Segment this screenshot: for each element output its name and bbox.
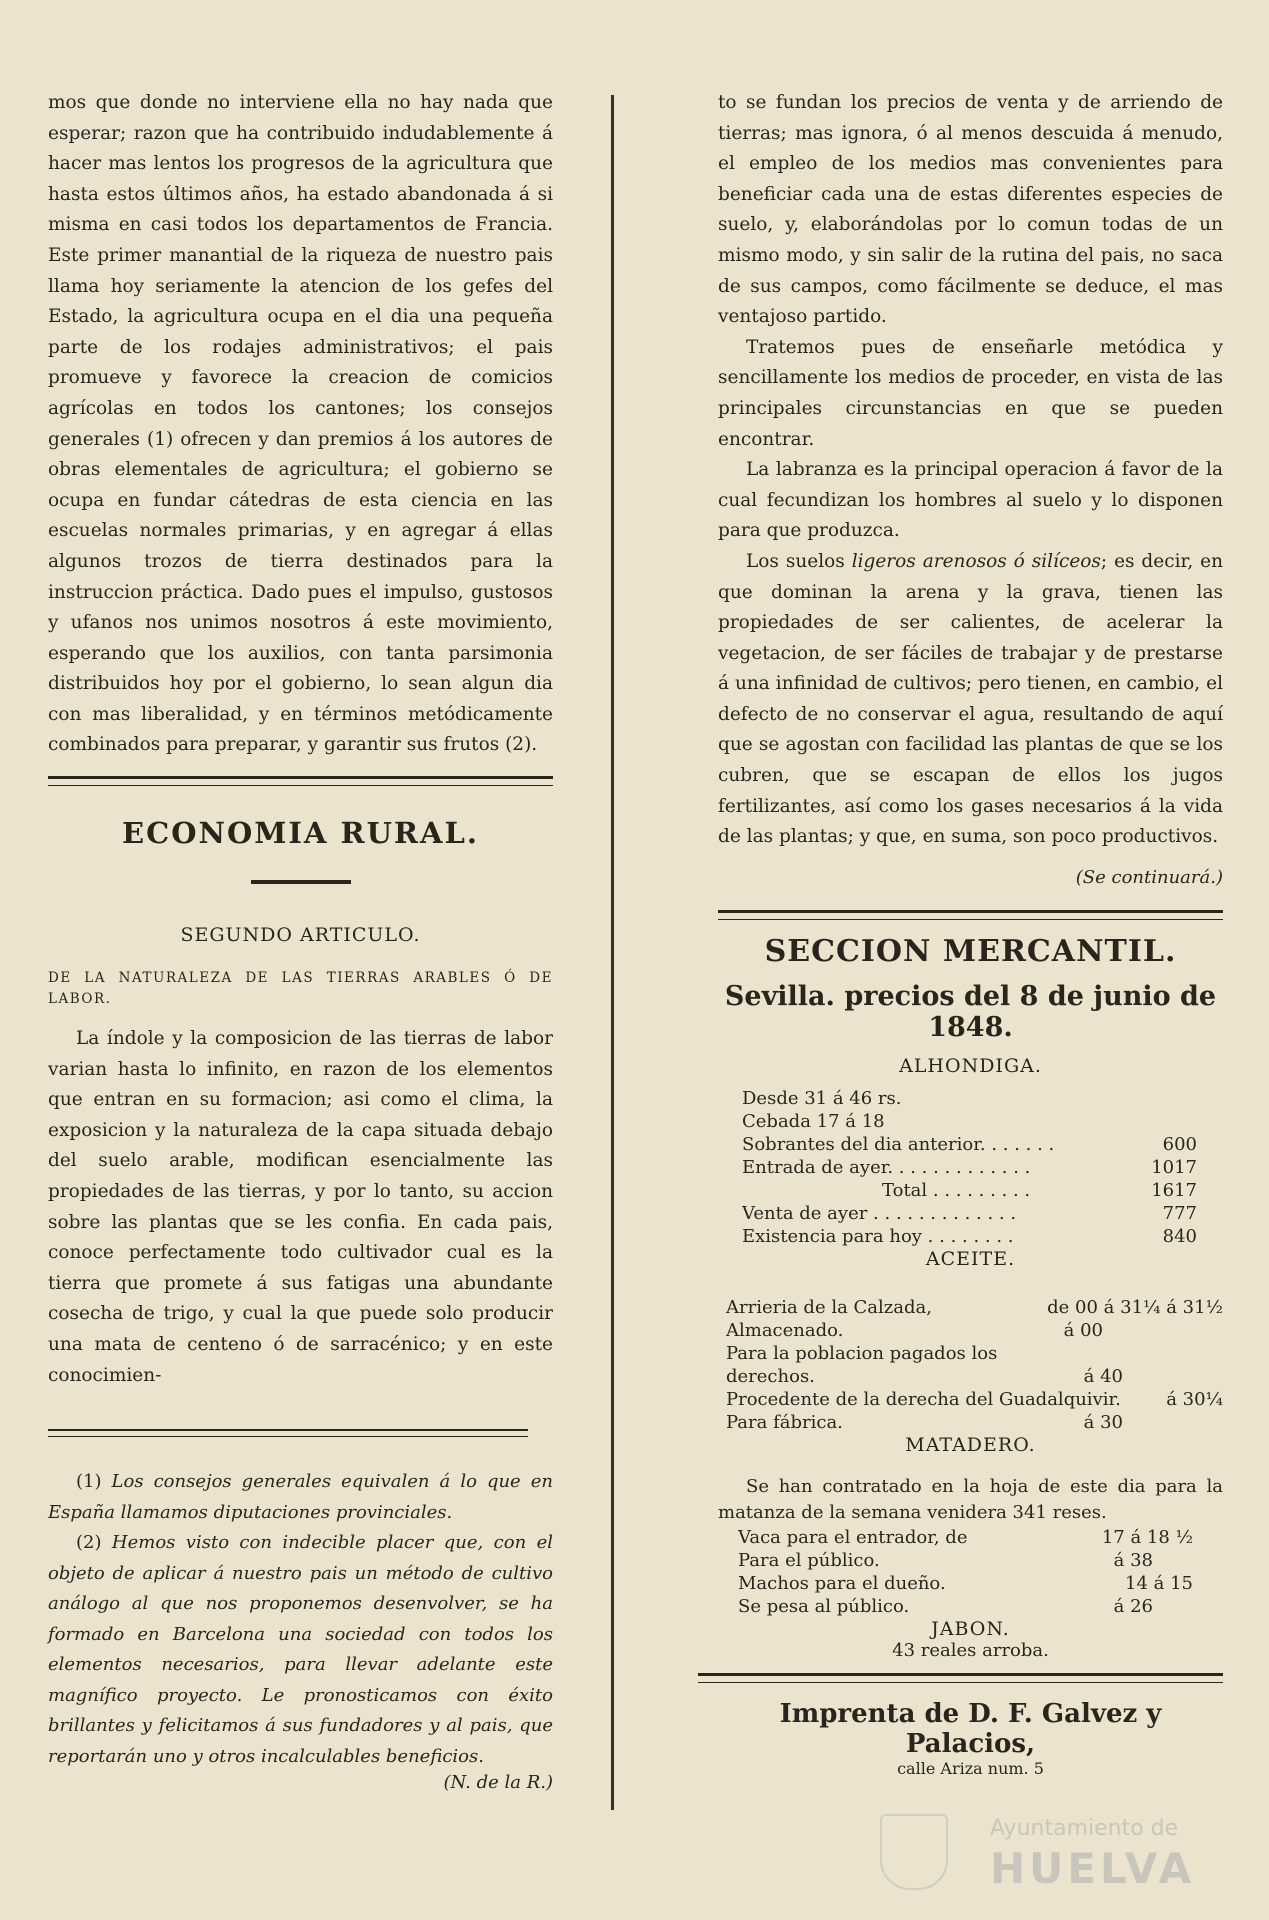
table-row: Vaca para el entrador, de 17 á 18 ½ — [738, 1526, 1193, 1548]
alhondiga-rows — [742, 1133, 1197, 1248]
left-column — [48, 88, 553, 1793]
table-row: Machos para el dueño. 14 á 15 — [738, 1572, 1193, 1594]
table-row: Para el público. á 38 — [738, 1549, 1153, 1571]
para4-start: Los suelos — [746, 550, 852, 572]
column-divider — [611, 95, 614, 1810]
ayuntamiento-watermark — [880, 1810, 1210, 1893]
right-paragraph-4 — [718, 547, 1223, 853]
footnote-1-number: (1) — [76, 1471, 102, 1492]
table-row: Total . . . . . . . . . 1617 — [882, 1179, 1197, 1201]
table-row: Sobrantes del dia anterior. . . . . . . 600 — [742, 1133, 1197, 1155]
matadero-heading: MATADERO. — [905, 1433, 1036, 1456]
table-row: Se pesa al público. á 26 — [738, 1595, 1153, 1617]
table-row: Venta de ayer . . . . . . . . . . . . . 777 — [742, 1202, 1197, 1224]
footnotes — [48, 1467, 553, 1793]
alhondiga-heading: ALHONDIGA. — [899, 1054, 1042, 1077]
section-rule — [48, 776, 553, 786]
continuation-note: (Se continuará.) — [1075, 866, 1223, 888]
table-row: Almacenado. á 00 — [726, 1319, 1103, 1341]
right-paragraph-2: Tratemos pues de enseñarle metódica y sencillamente los medios de proceder, en vista de las principales circunstancias en que se pueden encontrar. — [718, 336, 1223, 450]
footnote-2-text: Hemos visto con indecible placer que, con el objeto de aplicar á nuestro pais un método de cultivo análogo al que nos proponemos desenvolver, se ha formado en Barcelona una sociedad con todos los elementos necesarios, para llevar adelante este magnífico proyecto. Le pronosticamos con éxito brillantes y felicitamos á sus fundadores y al pais, que reportarán uno y otros incalculables beneficios. — [48, 1532, 553, 1767]
cebada-row: Cebada 17 á 18 — [742, 1110, 885, 1132]
desde-row: Desde 31 á 46 rs. — [742, 1087, 902, 1109]
city-seal-icon — [880, 1814, 948, 1890]
left-paragraph-1: mos que donde no interviene ella no hay nada que esperar; razon que ha contribuido indudablemente á hacer mas lentos los progresos de la agricultura que hasta estos últimos años, ha estado abandonada á si misma en casi todos los departamentos de Francia. Este primer manantial de la riqueza de nuestro pais llama hoy seriamente la atencion de los gefes del Estado, la agricultura ocupa en el dia una pequeña parte de los rodajes administrativos; el pais promueve y favorece la creacion de comicios agrícolas en todos los cantones; los consejos generales (1) ofrecen y dan premios á los autores de obras elementales de agricultura; el gobierno se ocupa en fundar cátedras de esta ciencia en las escuelas normales primarias, y en agregar á ellas algunos trozos de tierra destinados para la instruccion práctica. Dado pues el impulso, gustosos y ufanos nos unimos nosotros á este movimiento, esperando que los auxilios, con tanta parsimonia distribuidos hoy por el gobierno, lo sean algun dia con mas liberalidad, y en términos metódicamente combinados para preparar, y garantir sus frutos (2). — [48, 92, 553, 756]
matadero-rows — [718, 1526, 1223, 1618]
para4-italic: ligeros arenosos ó silíceos — [851, 550, 1101, 572]
matadero-text: Se han contratado en la hoja de este dia para la matanza de la semana venidera 341 reses. — [718, 1475, 1223, 1523]
jabon-price: 43 reales arroba. — [892, 1639, 1049, 1661]
alhondiga-block — [718, 1087, 1223, 1248]
watermark-line-1: Ayuntamiento de — [990, 1816, 1179, 1841]
title-rule — [251, 880, 351, 884]
left-paragraph-2: La índole y la composicion de las tierras de labor varian hasta lo infinito, en razon de los elementos que entran en su formacion; asi como el clima, la exposicion y la naturaleza de la capa situada debajo del suelo arable, modifican esencialmente las propiedades de las tierras, y por lo tanto, su accion sobre las plantas que se les confia. En cada pais, conoce perfectamente todo cultivador cual es la tierra que promete á sus fatigas una abundante cosecha de trigo, y cual la que puede solo producir una mata de centeno ó de sarracénico; y en este conocimien- — [48, 1028, 553, 1386]
table-row: Para fábrica. á 30 — [726, 1411, 1123, 1433]
aceite-block — [718, 1296, 1223, 1434]
table-row: derechos. á 40 — [726, 1365, 1123, 1387]
imprenta-rule — [698, 1673, 1223, 1683]
mercantil-rule — [718, 910, 1223, 920]
imprenta-title: Imprenta de D. F. Galvez y Palacios, — [779, 1698, 1162, 1759]
right-column — [718, 88, 1223, 1778]
imprenta-address: calle Ariza num. 5 — [897, 1758, 1044, 1778]
footnote-1 — [48, 1467, 553, 1528]
matadero-block — [718, 1474, 1223, 1618]
footnote-1-text: Los consejos generales equivalen á lo que en España llamamos diputaciones provinciales. — [48, 1471, 553, 1523]
mercantil-title: SECCION MERCANTIL. — [764, 933, 1177, 969]
right-paragraph-1: to se fundan los precios de venta y de arriendo de tierras; mas ignora, ó al menos descuida á menudo, el empleo de los medios mas convenientes para beneficiar cada una de estas diferentes especies de suelo, y, elaborándolas por lo comun todas de un mismo modo, y sin salir de la rutina del pais, no saca de sus campos, como fácilmente se deduce, el mas ventajoso partido. — [718, 92, 1223, 328]
jabon-heading: JABON. — [931, 1617, 1010, 1640]
sevilla-prices-title: Sevilla. precios del 8 de junio de 1848. — [724, 980, 1217, 1043]
right-paragraph-3: La labranza es la principal operacion á favor de la cual fecundizan los hombres al suelo y lo disponen para que produzca. — [718, 459, 1223, 542]
table-row: Existencia para hoy . . . . . . . . 840 — [742, 1225, 1197, 1247]
watermark-line-2: HUELVA — [990, 1844, 1196, 1893]
aceite-heading: ACEITE. — [925, 1247, 1016, 1270]
table-row: Para la poblacion pagados los — [726, 1342, 998, 1364]
footnote-signature: (N. de la R.) — [443, 1772, 553, 1793]
section-title: ECONOMIA RURAL. — [122, 816, 479, 850]
table-row: Procedente de la derecha del Guadalquivir. á 30¼ — [726, 1388, 1223, 1410]
table-row: Arrieria de la Calzada, de 00 á 31¼ á 31½ — [726, 1296, 1223, 1318]
footnote-rule — [48, 1429, 528, 1437]
article-subtitle: DE LA NATURALEZA DE LAS TIERRAS ARABLES Ó DE LABOR. — [48, 970, 553, 1007]
table-row: Entrada de ayer. . . . . . . . . . . . . 1017 — [742, 1156, 1197, 1178]
footnote-2 — [48, 1528, 553, 1772]
footnote-2-number: (2) — [76, 1532, 102, 1553]
para4-rest: ; es decir, en que dominan la arena y la grava, tienen las propiedades de ser calientes, de acelerar la vegetacion, de ser fáciles de trabajar y de prestarse á una infinidad de cultivos; pero tienen, en cambio, el defecto de no conservar el agua, resultando de aquí que se agostan con facilidad las plantas de que se los cubren, que se escapan de ellos los jugos fertilizantes, así como los gases necesarios á la vida de las plantas; y que, en suma, son poco productivos. — [718, 550, 1223, 848]
article-title: SEGUNDO ARTICULO. — [180, 924, 421, 946]
